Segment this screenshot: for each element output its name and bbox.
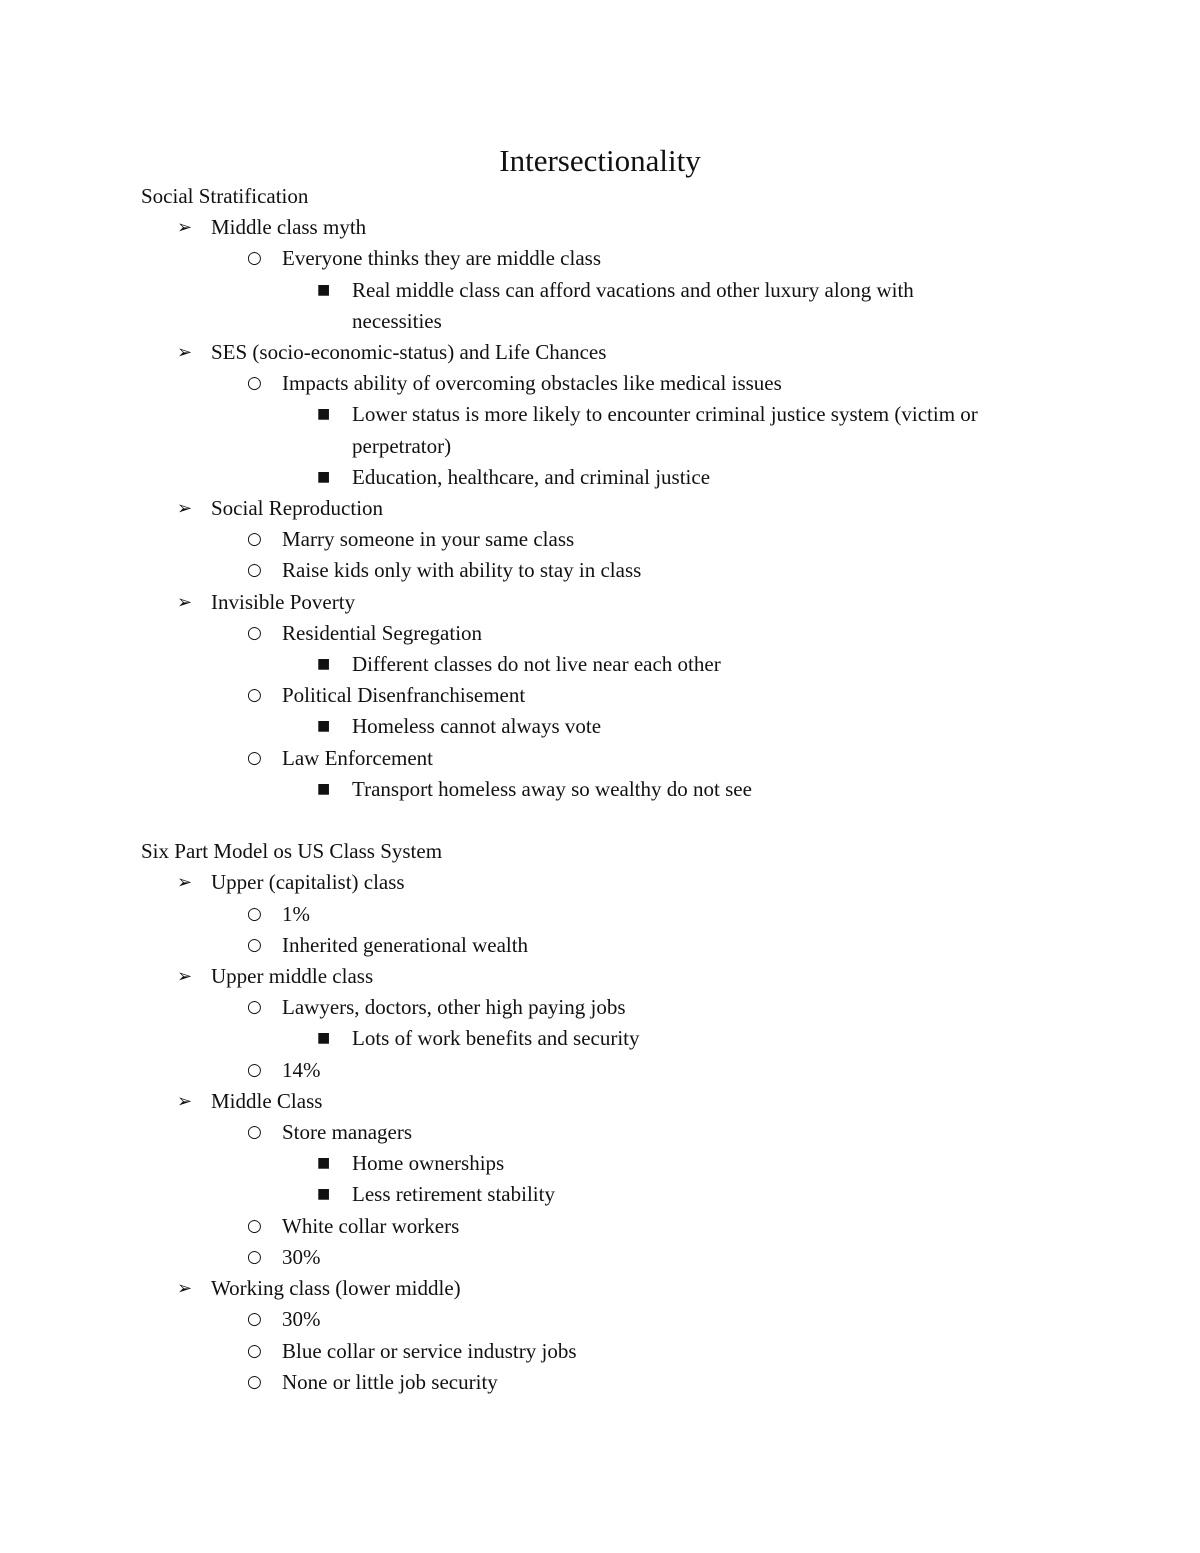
list-item-text: SES (socio-economic-status) and Life Chances bbox=[211, 340, 607, 365]
bullet-icon: ➢ bbox=[177, 498, 193, 520]
list-item-text: Upper (capitalist) class bbox=[211, 870, 405, 895]
section-heading: Six Part Model os US Class System bbox=[141, 839, 443, 864]
list-item bbox=[141, 462, 1071, 493]
bullet-icon: ■ bbox=[317, 1186, 331, 1203]
list-item-text: Store managers bbox=[282, 1120, 413, 1145]
list-item bbox=[141, 212, 1071, 243]
bullet-icon: ○ bbox=[247, 1246, 262, 1267]
list-item-text: White collar workers bbox=[282, 1213, 460, 1238]
bullet-icon: ➢ bbox=[177, 591, 193, 613]
bullet-icon: ■ bbox=[317, 406, 331, 423]
list-item bbox=[141, 899, 1071, 930]
list-item-text: Real middle class can afford vacations and other luxury along with bbox=[352, 277, 914, 302]
list-item-text: Everyone thinks they are middle class bbox=[282, 246, 601, 271]
bullet-icon: ○ bbox=[247, 248, 262, 269]
bullet-icon: ○ bbox=[247, 747, 262, 768]
list-item bbox=[141, 243, 1071, 274]
list-item-text: Political Disenfranchisement bbox=[282, 683, 526, 708]
list-item-text: necessities bbox=[352, 308, 442, 333]
bullet-icon: ➢ bbox=[177, 342, 193, 364]
list-item bbox=[141, 743, 1071, 774]
list-item bbox=[141, 1336, 1071, 1367]
bullet-icon: ○ bbox=[247, 1122, 262, 1143]
list-item-text: 1% bbox=[282, 901, 310, 926]
list-item-text: Lawyers, doctors, other high paying jobs bbox=[282, 995, 626, 1020]
bullet-icon: ■ bbox=[317, 1030, 331, 1047]
list-item-text: Social Reproduction bbox=[211, 496, 384, 521]
list-item-text: Residential Segregation bbox=[282, 620, 483, 645]
list-item bbox=[141, 275, 1071, 306]
list-item-text: perpetrator) bbox=[352, 433, 452, 458]
list-item bbox=[141, 867, 1071, 898]
list-item bbox=[141, 1367, 1071, 1398]
bullet-icon: ○ bbox=[247, 622, 262, 643]
list-item bbox=[141, 774, 1071, 805]
list-item-text: Homeless cannot always vote bbox=[352, 714, 602, 739]
bullet-icon: ○ bbox=[247, 1059, 262, 1080]
list-item bbox=[141, 992, 1071, 1023]
list-item-text: 14% bbox=[282, 1057, 321, 1082]
list-item bbox=[141, 930, 1071, 961]
bullet-icon: ○ bbox=[247, 1340, 262, 1361]
document-title: Intersectionality bbox=[499, 143, 701, 178]
list-item bbox=[141, 649, 1071, 680]
list-item-text: Marry someone in your same class bbox=[282, 527, 575, 552]
bullet-icon: ➢ bbox=[177, 872, 193, 894]
bullet-icon: ➢ bbox=[177, 1278, 193, 1300]
list-item-text: Less retirement stability bbox=[352, 1182, 555, 1207]
list-item-text: Working class (lower middle) bbox=[211, 1276, 461, 1301]
list-item-text: Inherited generational wealth bbox=[282, 932, 529, 957]
bullet-icon: ○ bbox=[247, 560, 262, 581]
list-item bbox=[141, 618, 1071, 649]
bullet-icon: ■ bbox=[317, 656, 331, 673]
bullet-icon: ○ bbox=[247, 934, 262, 955]
list-item-text: Education, healthcare, and criminal justice bbox=[352, 464, 711, 489]
list-item bbox=[141, 431, 1071, 462]
list-item bbox=[141, 399, 1071, 430]
list-item-text: Impacts ability of overcoming obstacles like medical issues bbox=[282, 371, 782, 396]
list-item-text: Different classes do not live near each other bbox=[352, 652, 721, 677]
list-item bbox=[141, 1148, 1071, 1179]
list-item-text: Lower status is more likely to encounter criminal justice system (victim or bbox=[352, 402, 978, 427]
bullet-icon: ○ bbox=[247, 529, 262, 550]
list-item-text: None or little job security bbox=[282, 1369, 498, 1394]
bullet-icon: ■ bbox=[317, 718, 331, 735]
bullet-icon: ■ bbox=[317, 1155, 331, 1172]
list-item bbox=[141, 1273, 1071, 1304]
list-item-text: 30% bbox=[282, 1244, 321, 1269]
list-item bbox=[141, 711, 1071, 742]
bullet-icon: ○ bbox=[247, 997, 262, 1018]
list-item bbox=[141, 1055, 1071, 1086]
list-item-text: 30% bbox=[282, 1307, 321, 1332]
list-item bbox=[141, 1304, 1071, 1335]
list-item-text: Transport homeless away so wealthy do not see bbox=[352, 776, 752, 801]
bullet-icon: ○ bbox=[247, 685, 262, 706]
list-item bbox=[141, 1086, 1071, 1117]
list-item-text: Upper middle class bbox=[211, 964, 374, 989]
list-item bbox=[141, 493, 1071, 524]
list-item bbox=[141, 555, 1071, 586]
list-item-text: Lots of work benefits and security bbox=[352, 1026, 640, 1051]
list-item-text: Middle Class bbox=[211, 1088, 323, 1113]
list-item bbox=[141, 1179, 1071, 1210]
list-item bbox=[141, 1023, 1071, 1054]
bullet-icon: ➢ bbox=[177, 966, 193, 988]
list-item-text: Invisible Poverty bbox=[211, 589, 356, 614]
bullet-icon: ■ bbox=[317, 281, 331, 298]
bullet-icon: ○ bbox=[247, 1309, 262, 1330]
bullet-icon: ➢ bbox=[177, 217, 193, 239]
list-item bbox=[141, 961, 1071, 992]
bullet-icon: ■ bbox=[317, 780, 331, 797]
list-item bbox=[141, 1242, 1071, 1273]
list-item bbox=[141, 1211, 1071, 1242]
list-item bbox=[141, 368, 1071, 399]
list-item-text: Law Enforcement bbox=[282, 745, 434, 770]
list-item-text: Home ownerships bbox=[352, 1151, 505, 1176]
list-item bbox=[141, 1117, 1071, 1148]
section-spacer bbox=[141, 805, 1071, 836]
list-item bbox=[141, 587, 1071, 618]
bullet-icon: ○ bbox=[247, 1215, 262, 1236]
bullet-icon: ○ bbox=[247, 1371, 262, 1392]
section-heading: Social Stratification bbox=[141, 184, 309, 208]
bullet-icon: ○ bbox=[247, 373, 262, 394]
list-item-text: Raise kids only with ability to stay in class bbox=[282, 558, 642, 583]
document-body bbox=[141, 181, 1071, 1398]
list-item bbox=[141, 306, 1071, 337]
list-item-text: Blue collar or service industry jobs bbox=[282, 1338, 577, 1363]
list-item bbox=[141, 337, 1071, 368]
bullet-icon: ➢ bbox=[177, 1090, 193, 1112]
bullet-icon: ■ bbox=[317, 468, 331, 485]
bullet-icon: ○ bbox=[247, 903, 262, 924]
list-item-text: Middle class myth bbox=[211, 215, 367, 240]
list-item bbox=[141, 524, 1071, 555]
list-item bbox=[141, 680, 1071, 711]
